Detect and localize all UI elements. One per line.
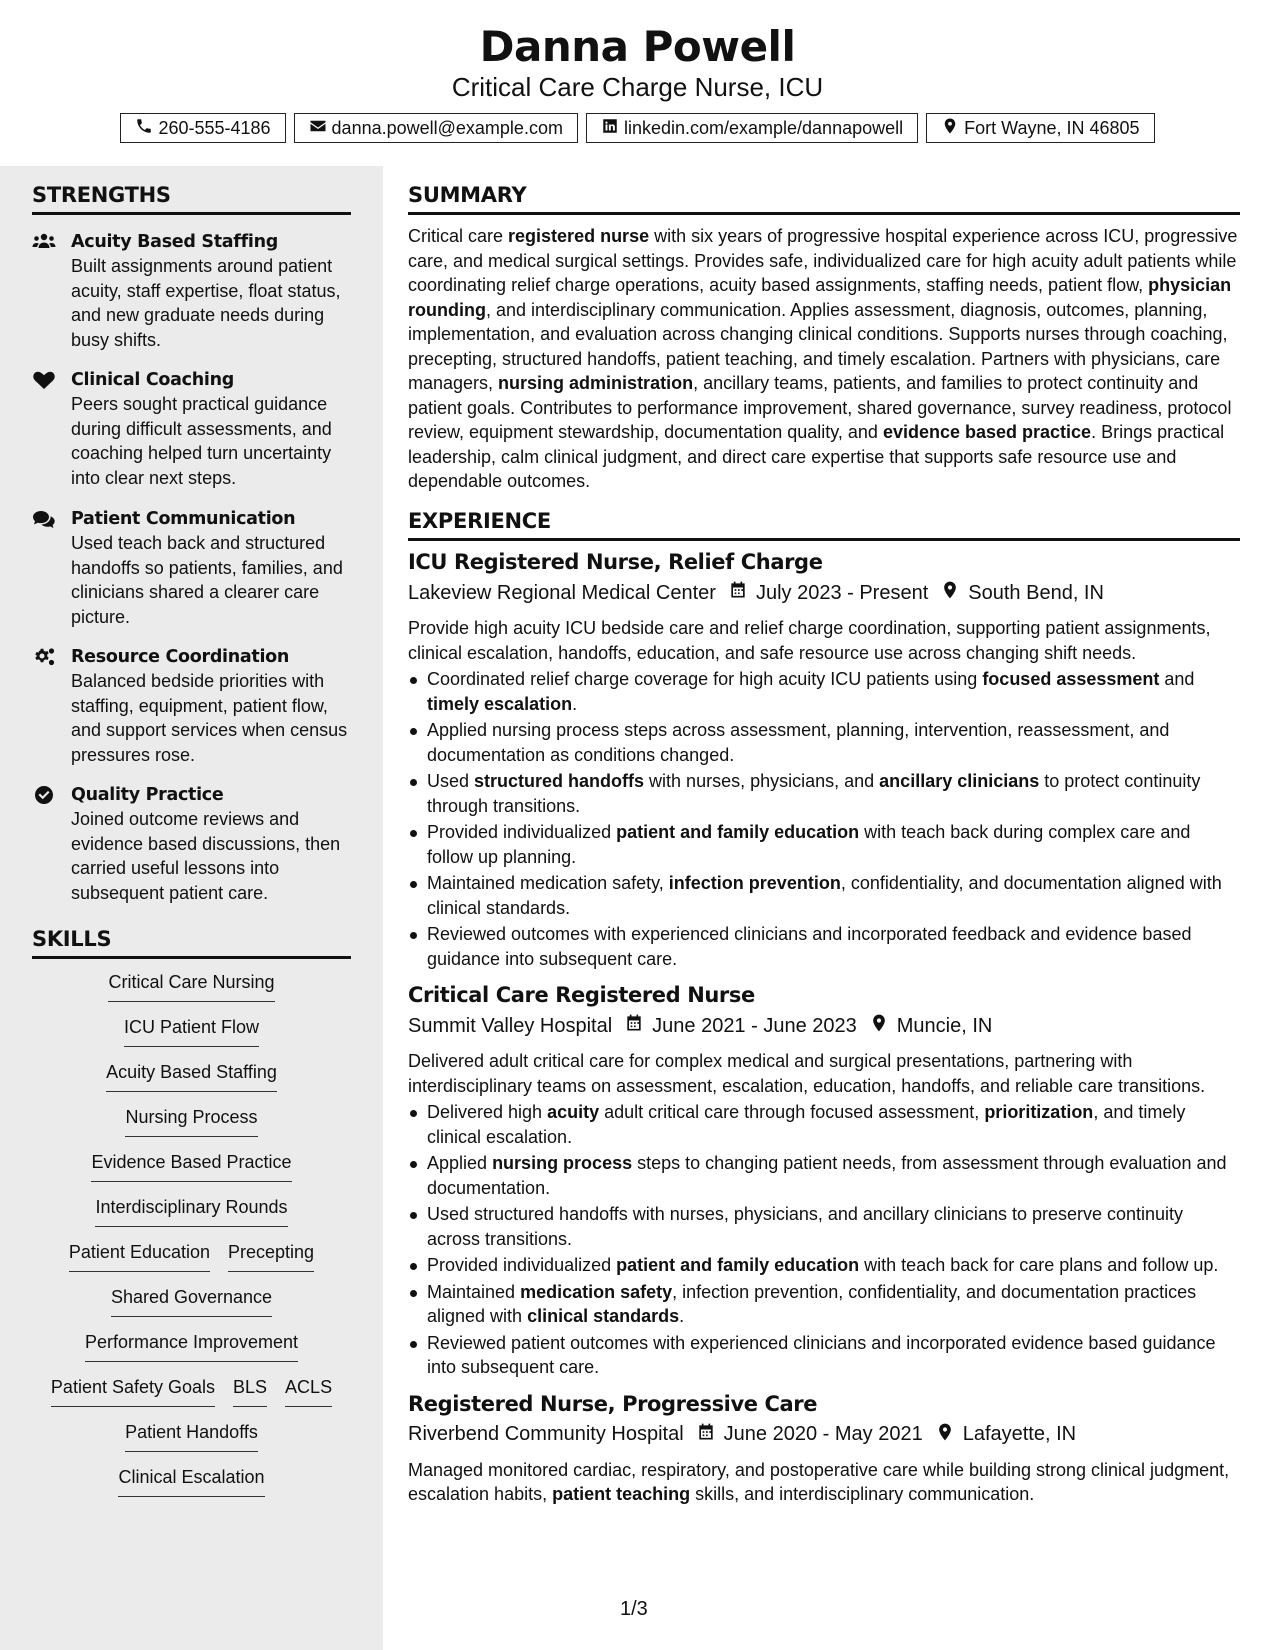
skill-tag: Evidence Based Practice bbox=[91, 1152, 291, 1182]
summary-text: Critical care registered nurse with six years of progressive hospital experience across ICU, progressive care, and medical surgical settings. Provides safe, individualized care for high acuity adult patients while coordinating relief charge operations, acuity based assignments, staffing needs, patient flow, physician rounding, and interdisciplinary communication. Applies assessment, diagnosis, outcomes, planning, implementation, and evaluation across changing clinical conditions. Supports nurses through coaching, precepting, structured handoffs, patient teaching, and timely escalation. Partners with physicians, care managers, nursing administration, ancillary teams, patients, and families to protect continuity and patient goals. Contributes to performance improvement, shared governance, survey readiness, protocol review, equipment stewardship, documentation quality, and evidence based practice. Brings practical leadership, calm clinical judgment, and direct care expertise that supports safe resource use and dependable outcomes. bbox=[408, 226, 1238, 491]
bullet-item: Applied nursing process steps to changing patient needs, from assessment through evaluation and documentation. bbox=[408, 1151, 1240, 1200]
phone-icon bbox=[135, 117, 153, 140]
map-pin-icon bbox=[857, 1013, 897, 1039]
bullet-item: Coordinated relief charge coverage for high acuity ICU patients using focused assessment and timely escalation. bbox=[408, 667, 1240, 716]
emphasis-text: structured handoffs bbox=[474, 771, 645, 791]
phone-text: 260-555-4186 bbox=[158, 117, 271, 138]
summary-heading: SUMMARY bbox=[408, 183, 1240, 215]
job-title: Critical Care Registered Nurse bbox=[408, 983, 755, 1007]
bullet-item: Reviewed patient outcomes with experienced clinicians and incorporated evidence based guidance into subsequent care. bbox=[408, 1331, 1240, 1380]
skill-tag: Shared Governance bbox=[111, 1287, 272, 1317]
experience-section bbox=[408, 509, 1240, 1507]
email-text: danna.powell@example.com bbox=[331, 117, 563, 138]
linkedin-text: linkedin.com/example/dannapowell bbox=[623, 117, 904, 138]
job-location: Muncie, IN bbox=[896, 1014, 993, 1037]
calendar-icon bbox=[716, 580, 756, 606]
strength-item bbox=[32, 507, 362, 629]
emphasis-text: timely escalation bbox=[427, 693, 573, 714]
skill-tag: Clinical Escalation bbox=[118, 1467, 264, 1497]
emphasis-text: ancillary clinicians bbox=[879, 771, 1040, 791]
job-description: Managed monitored cardiac, respiratory, and postoperative care while building strong clinical judgment, escalation habits, patient teaching skills, and interdisciplinary communication. bbox=[408, 1459, 1230, 1504]
strength-item bbox=[32, 230, 362, 352]
job-dates: June 2021 - June 2023 bbox=[652, 1014, 857, 1037]
skill-tag: Patient Safety Goals bbox=[51, 1377, 215, 1407]
skill-tag: ICU Patient Flow bbox=[124, 1017, 259, 1047]
emphasis-text: prioritization bbox=[984, 1102, 1094, 1122]
emphasis-text: physician rounding bbox=[408, 275, 1232, 320]
contact-phone[interactable] bbox=[120, 113, 285, 143]
calendar-icon bbox=[684, 1422, 724, 1448]
employer-name: Lakeview Regional Medical Center bbox=[408, 581, 716, 604]
skill-tag: Precepting bbox=[228, 1242, 314, 1272]
emphasis-text: patient and family education bbox=[616, 822, 860, 842]
skill-tag: ACLS bbox=[285, 1377, 332, 1407]
gears-icon bbox=[32, 647, 56, 667]
page-number: 1/3 bbox=[620, 1598, 648, 1620]
job-meta bbox=[408, 1013, 1240, 1039]
experience-heading: EXPERIENCE bbox=[408, 509, 1240, 541]
job-location: South Bend, IN bbox=[968, 581, 1104, 604]
job-title-headline: Critical Care Charge Nurse, ICU bbox=[451, 72, 824, 102]
emphasis-text: acuity bbox=[547, 1102, 600, 1122]
bullet-item: Used structured handoffs with nurses, physicians, and ancillary clinicians to preserve continuity across transitions. bbox=[408, 1202, 1240, 1251]
bullet-item: Used structured handoffs with nurses, physicians, and ancillary clinicians to protect continuity through transitions. bbox=[408, 769, 1240, 818]
envelope-icon bbox=[309, 117, 327, 140]
strength-title: Clinical Coaching bbox=[71, 370, 234, 390]
strength-text: Built assignments around patient acuity, staff expertise, float status, and new graduate needs during busy shifts. bbox=[71, 256, 341, 350]
summary-section bbox=[408, 183, 1240, 494]
map-pin-icon bbox=[941, 117, 959, 140]
skill-tag: Patient Handoffs bbox=[125, 1422, 258, 1452]
strength-item bbox=[32, 783, 362, 905]
emphasis-text: evidence based practice bbox=[882, 422, 1092, 442]
job-title: Registered Nurse, Progressive Care bbox=[408, 1391, 818, 1416]
skills-heading: SKILLS bbox=[32, 927, 351, 959]
comments-icon bbox=[32, 509, 56, 529]
job-description: Provide high acuity ICU bedside care and relief charge coordination, supporting patient assignments, clinical escalation, handoffs, education, and safe resource use across changing shift needs. bbox=[408, 618, 1211, 663]
job-dates: July 2023 - Present bbox=[755, 581, 929, 604]
heart-icon bbox=[32, 370, 56, 390]
skill-tag: Acuity Based Staffing bbox=[106, 1062, 277, 1092]
bullet-item: Delivered high acuity adult critical care through focused assessment, prioritization, and timely clinical escalation. bbox=[408, 1100, 1240, 1149]
check-circle-icon bbox=[32, 785, 56, 805]
candidate-name: Danna Powell bbox=[479, 22, 796, 71]
contact-location bbox=[926, 113, 1154, 143]
location-text: Fort Wayne, IN 46805 bbox=[964, 117, 1140, 138]
emphasis-text: medication safety bbox=[520, 1281, 673, 1302]
job-bullets bbox=[408, 667, 1240, 971]
strength-item bbox=[32, 645, 362, 767]
users-icon bbox=[32, 232, 56, 252]
job-meta bbox=[408, 1422, 1240, 1448]
bullet-item: Maintained medication safety, infection prevention, confidentiality, and documentation aligned with clinical standards. bbox=[408, 871, 1240, 920]
bullet-item: Provided individualized patient and family education with teach back for care plans and follow up. bbox=[408, 1253, 1240, 1278]
emphasis-text: registered nurse bbox=[508, 226, 650, 246]
bullet-item: Reviewed outcomes with experienced clinicians and incorporated feedback and evidence based guidance into subsequent care. bbox=[408, 922, 1240, 971]
contact-bar bbox=[0, 113, 1275, 143]
linkedin-icon bbox=[601, 117, 619, 140]
skill-tag: Critical Care Nursing bbox=[108, 972, 274, 1002]
job-location: Lafayette, IN bbox=[962, 1423, 1077, 1445]
map-pin-icon bbox=[928, 580, 968, 606]
calendar-icon bbox=[612, 1013, 652, 1039]
skill-tag: Patient Education bbox=[69, 1242, 210, 1272]
emphasis-text: nursing process bbox=[492, 1153, 633, 1173]
emphasis-text: nursing administration bbox=[498, 373, 694, 393]
strength-text: Peers sought practical guidance during difficult assessments, and coaching helped turn uncertainty into clear next steps. bbox=[71, 394, 332, 488]
emphasis-text: clinical standards bbox=[527, 1306, 680, 1326]
contact-linkedin[interactable] bbox=[586, 113, 918, 143]
employer-name: Summit Valley Hospital bbox=[408, 1014, 613, 1037]
strengths-heading: STRENGTHS bbox=[32, 183, 351, 215]
bullet-item: Maintained medication safety, infection prevention, confidentiality, and documentation practices aligned with clinical standards. bbox=[408, 1280, 1240, 1329]
job-entry bbox=[408, 983, 1240, 1380]
skill-tag: Interdisciplinary Rounds bbox=[95, 1197, 287, 1227]
employer-name: Riverbend Community Hospital bbox=[408, 1423, 684, 1445]
job-entry bbox=[408, 550, 1240, 971]
bullet-item: Provided individualized patient and family education with teach back during complex care and follow up planning. bbox=[408, 820, 1240, 869]
job-bullets bbox=[408, 1100, 1240, 1380]
skill-tag: Performance Improvement bbox=[85, 1332, 298, 1362]
strength-item bbox=[32, 368, 362, 490]
job-description: Delivered adult critical care for complex medical and surgical presentations, partnering with interdisciplinary teams on assessment, escalation, education, handoffs, and reliable care transitions. bbox=[408, 1051, 1206, 1096]
strength-title: Patient Communication bbox=[71, 509, 296, 529]
strength-text: Used teach back and structured handoffs so patients, families, and clinicians shared a clearer care picture. bbox=[71, 533, 343, 627]
job-entry bbox=[408, 1392, 1240, 1507]
job-title: ICU Registered Nurse, Relief Charge bbox=[408, 550, 823, 574]
job-dates: June 2020 - May 2021 bbox=[723, 1423, 923, 1445]
skills-list bbox=[32, 972, 351, 1512]
skill-tag: BLS bbox=[233, 1377, 267, 1407]
strength-title: Acuity Based Staffing bbox=[71, 232, 278, 252]
strength-title: Resource Coordination bbox=[71, 647, 290, 667]
strength-title: Quality Practice bbox=[71, 785, 224, 805]
emphasis-text: patient teaching bbox=[552, 1484, 691, 1504]
job-meta bbox=[408, 580, 1240, 606]
strength-text: Balanced bedside priorities with staffing, equipment, patient flow, and support services when census pressures rose. bbox=[71, 671, 348, 765]
emphasis-text: focused assessment bbox=[982, 669, 1160, 689]
bullet-item: Applied nursing process steps across assessment, planning, intervention, reassessment, and documentation as conditions changed. bbox=[408, 718, 1240, 767]
emphasis-text: infection prevention bbox=[668, 873, 841, 893]
map-pin-icon bbox=[923, 1422, 963, 1448]
strength-text: Joined outcome reviews and evidence based discussions, then carried useful lessons into subsequent patient care. bbox=[71, 809, 341, 903]
skill-tag: Nursing Process bbox=[125, 1107, 257, 1137]
emphasis-text: patient and family education bbox=[616, 1255, 860, 1275]
contact-email[interactable] bbox=[294, 113, 578, 143]
